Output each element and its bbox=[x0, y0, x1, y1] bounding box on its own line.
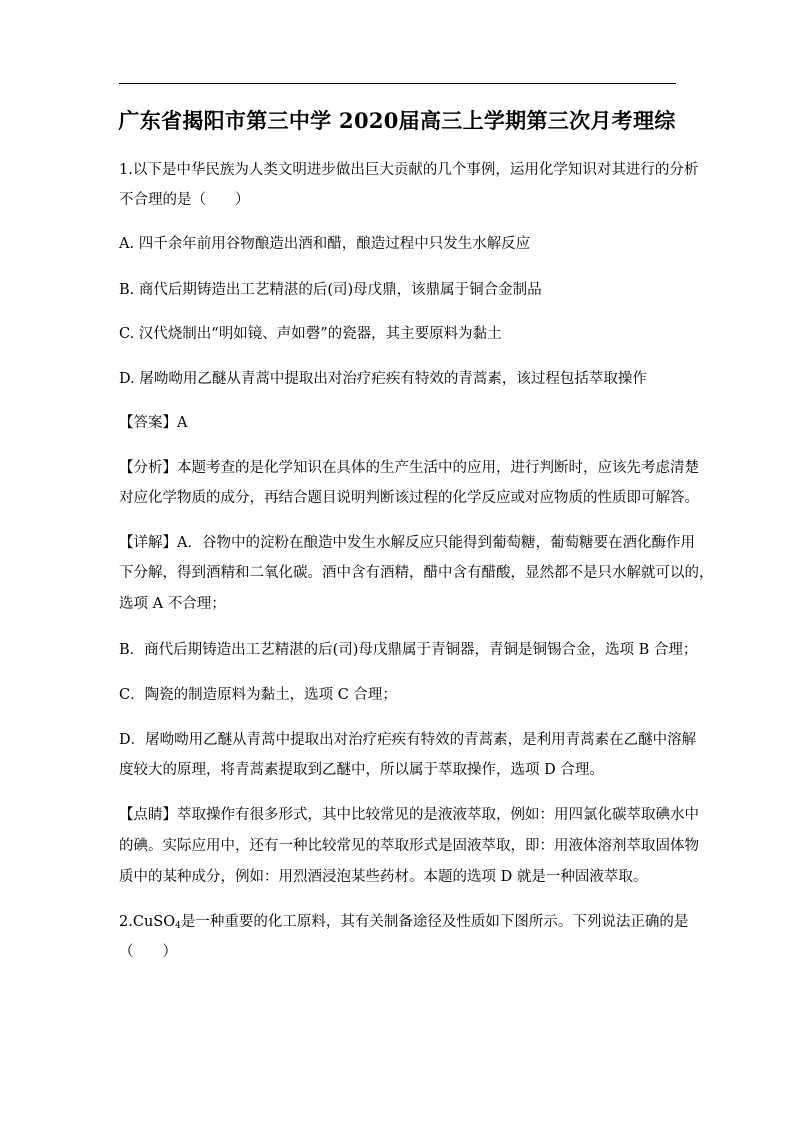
header-rule bbox=[119, 83, 676, 84]
q1-detail-line3: 选项 A 不合理； bbox=[119, 596, 226, 612]
document-title: 广东省揭阳市第三中学 2020届高三上学期第三次月考理综 bbox=[118, 108, 676, 133]
q1-option-a: A. 四千余年前用谷物酿造出酒和醋，酿造过程中只发生水解反应 bbox=[119, 236, 531, 252]
q1-stem-line1: 1.以下是中华民族为人类文明进步做出巨大贡献的几个事例，运用化学知识对其进行的分析 bbox=[119, 162, 699, 178]
formula-base: CuSO bbox=[132, 914, 176, 930]
q1-analysis-line1 bbox=[119, 458, 699, 478]
answer-value: A bbox=[177, 415, 188, 431]
analysis-tag: 【分析】 bbox=[119, 460, 177, 476]
q1-detail-c: C．陶瓷的制造原料为黏土，选项 C 合理； bbox=[119, 687, 397, 703]
q1-option-c: C. 汉代烧制出“明如镜、声如磬”的瓷器，其主要原料为黏土 bbox=[119, 326, 502, 342]
q2-stem-line2: （ ） bbox=[119, 944, 177, 960]
q1-comment-line2: 的碘。实际应用中，还有一种比较常见的萃取形式是固液萃取，即：用液体溶剂萃取固体物 bbox=[119, 838, 699, 854]
q1-detail-d2: 度较大的原理，将青蒿素提取到乙醚中，所以属于萃取操作，选项 D 合理。 bbox=[119, 762, 604, 778]
comment-text: 萃取操作有很多形式，其中比较常见的是液液萃取，例如：用四氯化碳萃取碘水中 bbox=[177, 807, 699, 823]
q1-detail-line1 bbox=[119, 533, 695, 553]
q1-comment-line1 bbox=[119, 805, 699, 825]
q1-detail-line2: 下分解，得到酒精和二氧化碳。酒中含有酒精，醋中含有醋酸，显然都不是只水解就可以的， bbox=[119, 565, 714, 581]
q2-stem-line1 bbox=[119, 912, 689, 936]
detail-text: A．谷物中的淀粉在酿造中发生水解反应只能得到葡萄糖，葡萄糖要在酒化酶作用 bbox=[177, 535, 695, 551]
formula-subscript: 4 bbox=[175, 921, 181, 931]
q1-answer bbox=[119, 413, 679, 433]
q2-stem-text: 是一种重要的化工原料，其有关制备途径及性质如下图所示。下列说法正确的是 bbox=[180, 914, 689, 930]
detail-tag: 【详解】 bbox=[119, 535, 177, 551]
q2-formula bbox=[133, 914, 181, 930]
q1-stem-line2: 不合理的是（ ） bbox=[119, 192, 250, 208]
q1-analysis-line2: 对应化学物质的成分，再结合题目说明判断该过程的化学反应或对应物质的性质即可解答。 bbox=[119, 490, 699, 506]
q2-number: 2. bbox=[119, 914, 133, 930]
q1-detail-d1: D．屠呦呦用乙醚从青蒿中提取出对治疗疟疾有特效的青蒿素，是利用青蒿素在乙醚中溶解 bbox=[119, 732, 697, 748]
q1-comment-line3: 质中的某种成分，例如：用烈酒浸泡某些药材。本题的选项 D 就是一种固液萃取。 bbox=[119, 869, 648, 885]
q1-option-b: B. 商代后期铸造出工艺精湛的后(司)母戊鼎，该鼎属于铜合金制品 bbox=[119, 282, 542, 298]
analysis-text: 本题考查的是化学知识在具体的生产生活中的应用，进行判断时，应该先考虑清楚 bbox=[177, 460, 699, 476]
comment-tag: 【点睛】 bbox=[119, 807, 177, 823]
answer-tag: 【答案】 bbox=[119, 415, 177, 431]
q1-detail-b: B．商代后期铸造出工艺精湛的后(司)母戊鼎属于青铜器，青铜是铜锡合金，选项 B 合理； bbox=[119, 642, 698, 658]
q1-option-d: D. 屠呦呦用乙醚从青蒿中提取出对治疗疟疾有特效的青蒿素，该过程包括萃取操作 bbox=[119, 371, 647, 387]
